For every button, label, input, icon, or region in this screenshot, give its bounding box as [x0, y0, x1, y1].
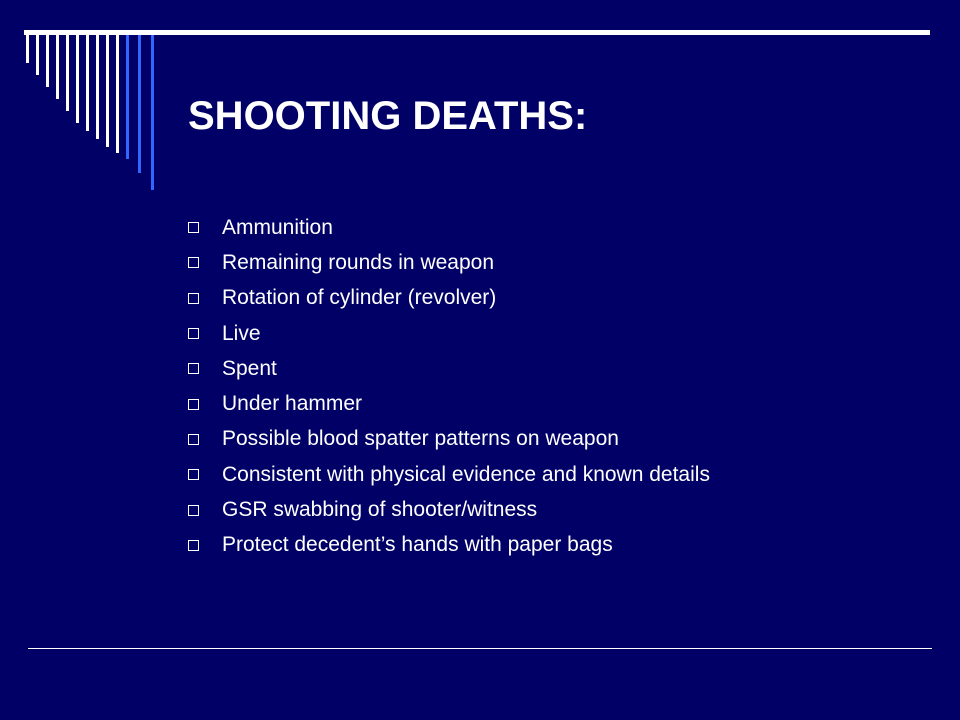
- hollow-square-icon: [188, 363, 199, 374]
- bullet-item: [188, 245, 710, 280]
- bullet-text: GSR swabbing of shooter/witness: [222, 498, 538, 522]
- bullet-item: [188, 281, 710, 316]
- bullet-item: [188, 316, 710, 351]
- decorative-stripe: [66, 35, 69, 111]
- bullet-item: [188, 210, 710, 245]
- decorative-stripe-accent: [126, 35, 129, 159]
- bullet-item: [188, 422, 710, 457]
- decorative-stripe: [36, 35, 39, 75]
- decorative-stripe: [56, 35, 59, 99]
- hollow-square-icon: [188, 434, 199, 445]
- bullet-text: Live: [222, 321, 261, 345]
- bullet-text: Protect decedent’s hands with paper bags: [222, 533, 613, 557]
- bullet-item: [188, 351, 710, 386]
- bullet-item: [188, 492, 710, 527]
- decorative-stripe: [86, 35, 89, 131]
- bottom-rule-line: [28, 648, 932, 649]
- bullet-text: Under hammer: [222, 392, 363, 416]
- bullet-item: [188, 457, 710, 492]
- bullet-list: [188, 210, 710, 563]
- decorative-stripe-accent: [151, 35, 154, 190]
- decorative-stripe: [46, 35, 49, 87]
- slide-title: SHOOTING DEATHS:: [188, 94, 588, 138]
- decorative-stripe: [96, 35, 99, 139]
- bullet-text: Rotation of cylinder (revolver): [222, 286, 497, 310]
- bullet-text: Ammunition: [222, 215, 333, 239]
- bullet-text: Possible blood spatter patterns on weapon: [222, 427, 619, 451]
- hollow-square-icon: [188, 505, 199, 516]
- bullet-item: [188, 528, 710, 563]
- bullet-text: Remaining rounds in weapon: [222, 250, 495, 274]
- hollow-square-icon: [188, 399, 199, 410]
- decorative-stripe: [76, 35, 79, 123]
- hollow-square-icon: [188, 469, 199, 480]
- bullet-text: Spent: [222, 356, 277, 380]
- top-rule-line: [24, 30, 930, 35]
- bullet-item: [188, 386, 710, 421]
- bullet-text: Consistent with physical evidence and known details: [222, 462, 710, 486]
- hollow-square-icon: [188, 257, 199, 268]
- hollow-square-icon: [188, 293, 199, 304]
- hollow-square-icon: [188, 328, 199, 339]
- hollow-square-icon: [188, 222, 199, 233]
- decorative-stripe-accent: [138, 35, 141, 173]
- decorative-stripe: [26, 35, 29, 63]
- hollow-square-icon: [188, 540, 199, 551]
- decorative-stripe: [106, 35, 109, 147]
- decorative-stripe: [116, 35, 119, 153]
